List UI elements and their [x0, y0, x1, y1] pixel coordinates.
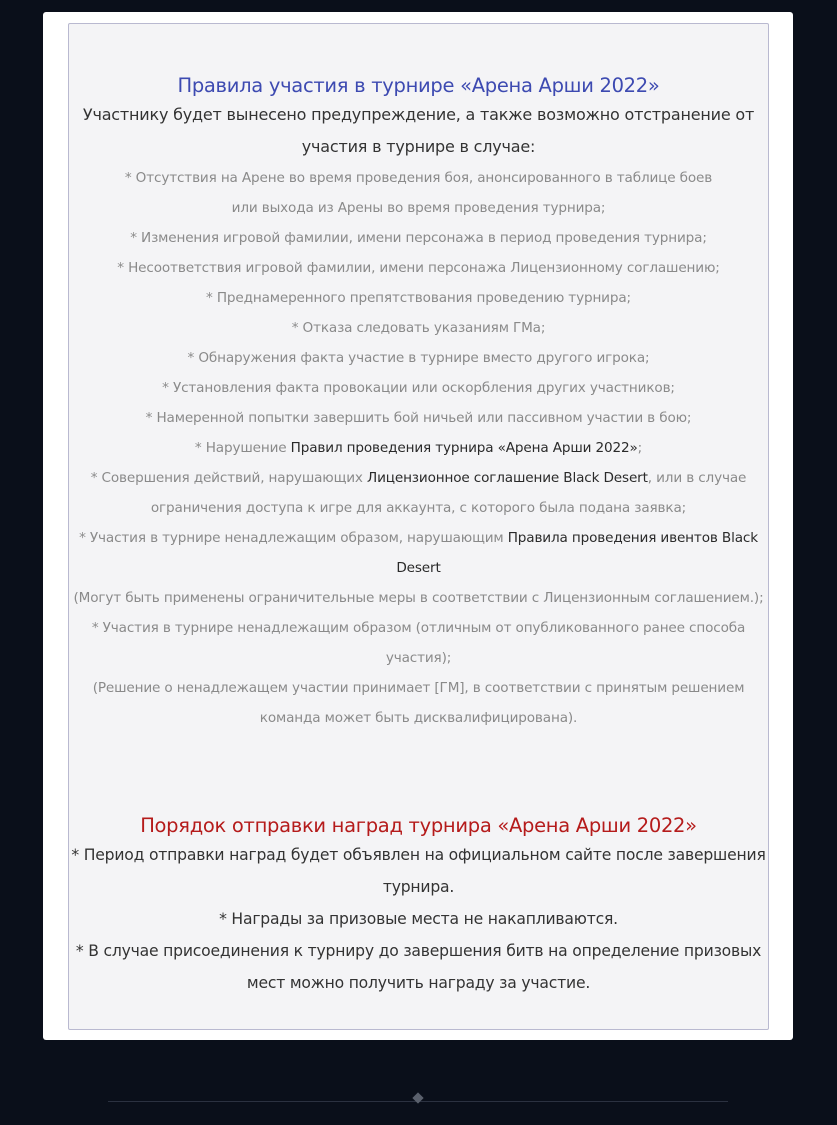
lead-line: участия в турнире в случае:	[301, 137, 536, 156]
rule-line: или выхода из Арены во время проведения турнира;	[231, 200, 606, 216]
rules-panel	[68, 23, 769, 1030]
violation-rules-list	[69, 163, 768, 733]
rule-suffix: , или в случае	[647, 470, 747, 486]
rule-line: * Участия в турнире ненадлежащим образом (отличным от опубликованного ранее способа	[91, 620, 746, 636]
reward-line: * Период отправки наград будет объявлен на официальном сайте после завершения	[71, 846, 766, 864]
rule-line: участия);	[385, 650, 452, 666]
rule-line: ограничения доступа к игре для аккаунта, с которого была подана заявка;	[150, 500, 687, 516]
tournament-rules-link[interactable]: Правил проведения турнира «Арена Арши 2022»	[290, 440, 638, 456]
rule-suffix: ;	[637, 440, 643, 456]
rewards-title: Порядок отправки наград турнира «Арена Арши 2022»	[140, 814, 697, 837]
rule-line: * Отказа следовать указаниям ГМа;	[291, 320, 546, 336]
rule-line: (Могут быть применены ограничительные меры в соответствии с Лицензионным соглашением.);	[73, 590, 764, 606]
rule-line	[69, 553, 768, 583]
rule-line	[69, 523, 768, 553]
rule-line: * Изменения игровой фамилии, имени персонажа в период проведения турнира;	[130, 230, 707, 246]
event-rules-link-continued[interactable]: Desert	[396, 560, 441, 576]
reward-line: мест можно получить награду за участие.	[246, 974, 591, 992]
rule-line: команда может быть дисквалифицирована).	[259, 710, 578, 726]
warning-lead-text	[69, 99, 768, 163]
reward-line: * Награды за призовые места не накапливаются.	[219, 910, 618, 928]
license-agreement-link[interactable]: Лицензионное соглашение Black Desert	[367, 470, 648, 486]
reward-line: турнира.	[382, 878, 455, 896]
rule-line: * Преднамеренного препятствования проведению турнира;	[206, 290, 631, 306]
lead-line: Участнику будет вынесено предупреждение, а также возможно отстранение от	[82, 105, 755, 124]
content-card	[43, 12, 793, 1040]
rule-prefix: * Совершения действий, нарушающих	[90, 470, 367, 486]
rule-line: (Решение о ненадлежащем участии принимает [ГМ], в соответствии с принятым решением	[92, 680, 745, 696]
participation-rules-title: Правила участия в турнире «Арена Арши 2022»	[177, 74, 660, 97]
reward-line: * В случае присоединения к турниру до завершения битв на определение призовых	[75, 942, 762, 960]
event-rules-link[interactable]: Правила проведения ивентов Black	[507, 530, 758, 546]
rule-line: * Несоответствия игровой фамилии, имени персонажа Лицензионному соглашению;	[117, 260, 720, 276]
rule-line	[69, 463, 768, 493]
rule-line	[69, 433, 768, 463]
rule-prefix: * Участия в турнире ненадлежащим образом, нарушающим	[79, 530, 508, 546]
rule-line: * Установления факта провокации или оскорбления других участников;	[162, 380, 675, 396]
rule-line: * Намеренной попытки завершить бой ничьей или пассивном участии в бою;	[145, 410, 692, 426]
rewards-list	[69, 839, 768, 999]
rule-line: * Отсутствия на Арене во время проведения боя, анонсированного в таблице боев	[124, 170, 713, 186]
rule-prefix: * Нарушение	[194, 440, 291, 456]
rule-line: * Обнаружения факта участие в турнире вместо другого игрока;	[187, 350, 650, 366]
